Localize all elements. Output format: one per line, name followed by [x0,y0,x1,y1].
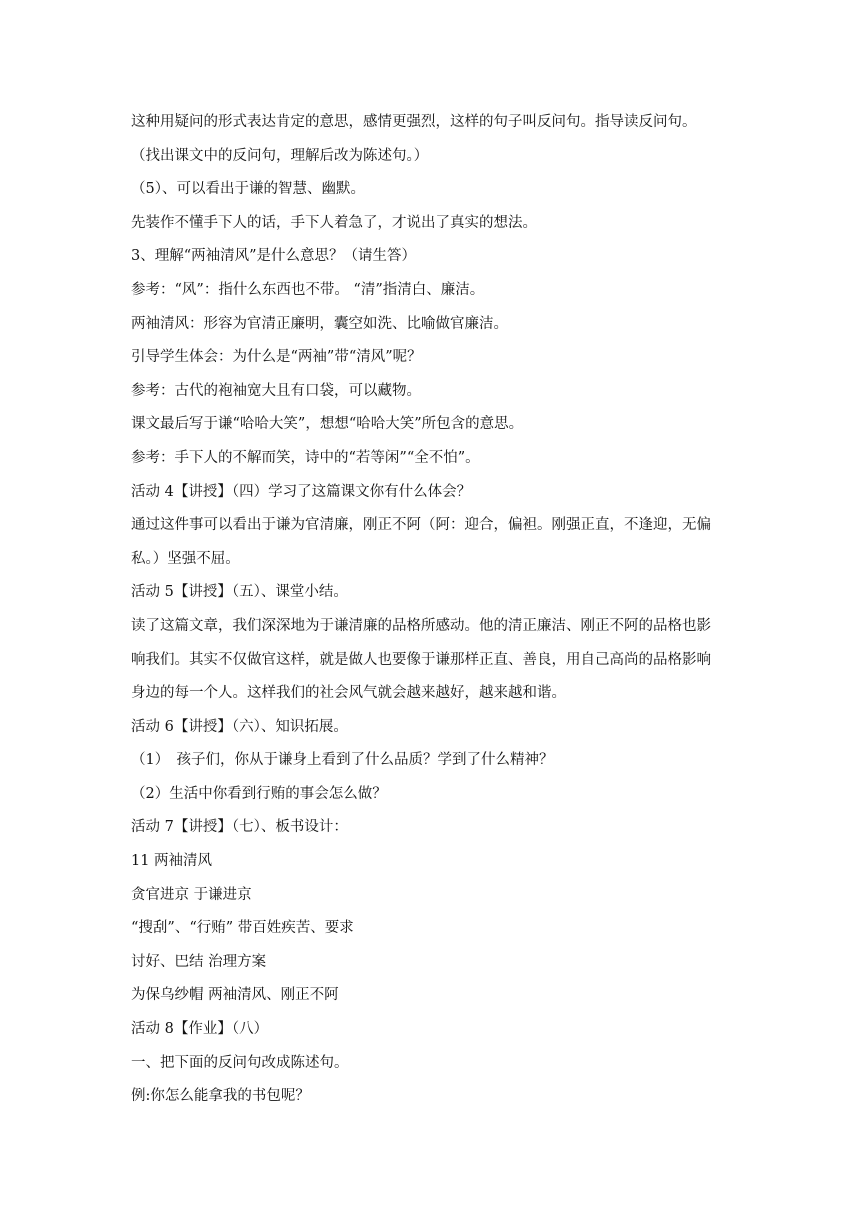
paragraph-line: 引导学生体会：为什么是“两袖”带“清风”呢？ [131,349,422,366]
paragraph-line: （2）生活中你看到行贿的事会怎么做？ [131,785,387,802]
paragraph-line: 一、把下面的反问句改成陈述句。 [131,1054,349,1071]
board-design-line: 为保乌纱帽 两袖清风、刚正不阿 [131,987,339,1004]
paragraph-line: （找出课文中的反问句，理解后改为陈述句。） [131,147,429,164]
paragraph-line: 先装作不懂手下人的话，手下人着急了，才说出了真实的想法。 [131,214,537,231]
paragraph-line: 课文最后写于谦“哈哈大笑”，想想“哈哈大笑”所包含的意思。 [131,416,524,433]
paragraph-line: 两袖清风：形容为官清正廉明，囊空如洗、比喻做官廉洁。 [131,315,508,332]
section-heading: 3、理解“两袖清风”是什么意思？（请生答） [131,248,417,265]
paragraph-line: 参考：“风”：指什么东西也不带。 “清”指清白、廉洁。 [131,281,485,298]
paragraph-line: 参考：古代的袍袖宽大且有口袋，可以藏物。 [131,382,421,399]
board-design-line: 讨好、巴结 治理方案 [131,953,267,970]
activity-heading: 活动 4【讲授】（四）学习了这篇课文你有什么体会？ [131,483,472,500]
document-body [131,106,736,1114]
board-design-line: 贪官进京 于谦进京 [131,886,252,903]
paragraph-line: 读了这篇文章，我们深深地为于谦清廉的品格所感动。他的清正廉洁、刚正不阿的品格也影 [131,617,711,634]
paragraph-line: 私。）坚强不屈。 [131,550,240,567]
activity-heading: 活动 7【讲授】（七）、板书设计： [131,819,348,836]
activity-heading: 活动 5【讲授】（五）、课堂小结。 [131,584,348,601]
board-design-line: 11 两袖清风 [131,853,213,870]
paragraph-line: 响我们。其实不仅做官这样，就是做人也要像于谦那样正直、善良，用自己高尚的品格影响 [131,651,711,668]
paragraph-line: 身边的每一个人。这样我们的社会风气就会越来越好，越来越和谐。 [131,685,566,702]
paragraph-line: 例:你怎么能拿我的书包呢？ [131,1088,310,1105]
paragraph-line: （1） 孩子们，你从于谦身上看到了什么品质？学到了什么精神？ [131,752,554,769]
paragraph-line: 通过这件事可以看出于谦为官清廉，刚正不阿（阿：迎合，偏袒。刚强正直，不逢迎，无偏 [131,517,711,534]
activity-heading: 活动 8【作业】（八） [131,1021,269,1038]
activity-heading: 活动 6【讲授】（六）、知识拓展。 [131,718,348,735]
paragraph-line: （5）、可以看出于谦的智慧、幽默。 [131,181,365,198]
paragraph-line: 这种用疑问的形式表达肯定的意思，感情更强烈，这样的句子叫反问句。指导读反问句。 [131,114,697,130]
paragraph-line: 参考：手下人的不解而笑，诗中的“若等闲”“全不怕”。 [131,449,480,466]
board-design-line: “搜刮”、“行贿” 带百姓疾苦、要求 [131,920,354,937]
